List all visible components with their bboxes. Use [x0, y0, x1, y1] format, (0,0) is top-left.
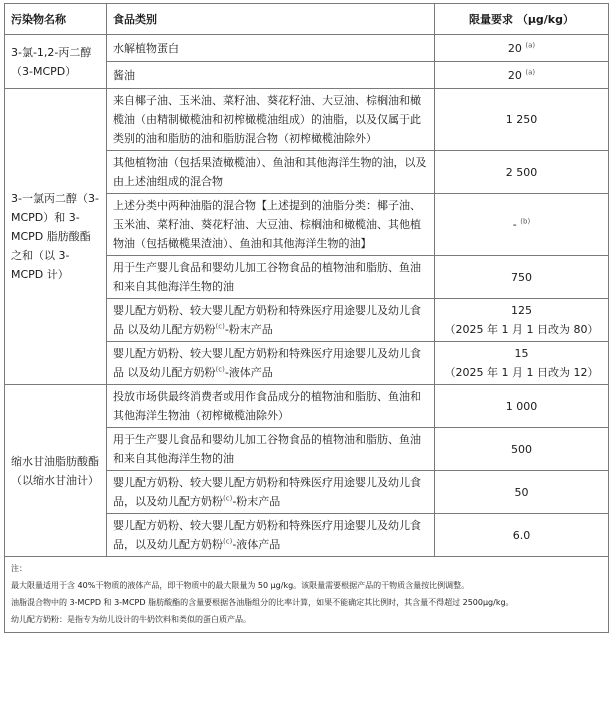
notes-row — [5, 557, 609, 633]
limit-value: 1 000 — [435, 385, 609, 428]
food-category: 婴儿配方奶粉、较大婴儿配方奶粉和特殊医疗用途婴儿及幼儿食品，以及幼儿配方奶粉$^{(c)}$-粉末产品 — [107, 471, 435, 514]
note-a: 最大限量适用于含 40%干物质的液体产品，即干物质中的最大限量为 50 μg/kg。该限量需要根据产品的干物质含量按比例调整。 — [11, 581, 470, 590]
contaminant-limits-table — [4, 3, 609, 633]
limit-value: 20 $^{(a)}$ — [435, 35, 609, 62]
food-category: 上述分类中两种油脂的混合物【上述提到的油脂分类：椰子油、玉米油、菜籽油、葵花籽油、大豆油、棕榈油和橄榄油、其他植物油（包括橄榄果渣油）、鱼油和其他海洋生物的油】 — [107, 194, 435, 256]
note-c: 幼儿配方奶粉：是指专为幼儿设计的牛奶饮料和类似的蛋白质产品。 — [11, 615, 251, 624]
limit-value: 125 （2025 年 1 月 1 日改为 80） — [435, 299, 609, 342]
notes-label: 注： — [11, 564, 27, 573]
table-row — [5, 89, 609, 151]
limit-value: 500 — [435, 428, 609, 471]
limit-value: 20 $^{(a)}$ — [435, 62, 609, 89]
limit-value: 1 250 — [435, 89, 609, 151]
header-pollutant: 污染物名称 — [5, 4, 107, 35]
limit-value: 750 — [435, 256, 609, 299]
food-category: 投放市场供最终消费者或用作食品成分的植物油和脂肪、鱼油和其他海洋生物油（初榨橄榄油除外） — [107, 385, 435, 428]
food-category: 用于生产婴儿食品和婴幼儿加工谷物食品的植物油和脂肪、鱼油和来自其他海洋生物的油 — [107, 428, 435, 471]
food-category: 其他植物油（包括果渣橄榄油）、鱼油和其他海洋生物的油，以及由上述油组成的混合物 — [107, 151, 435, 194]
footnote-mark: (c) — [223, 537, 233, 546]
footnote-mark: (c) — [223, 494, 233, 503]
limit-value: 15 （2025 年 1 月 1 日改为 12） — [435, 342, 609, 385]
footnote-mark: (a) — [525, 40, 536, 49]
food-category: 用于生产婴儿食品和婴幼儿加工谷物食品的植物油和脂肪、鱼油和来自其他海洋生物的油 — [107, 256, 435, 299]
header-food-category: 食品类别 — [107, 4, 435, 35]
food-category: 水解植物蛋白 — [107, 35, 435, 62]
limit-value: 2 500 — [435, 151, 609, 194]
header-limit: 限量要求 （μg/kg） — [435, 4, 609, 35]
limits-table-document — [4, 3, 608, 633]
footnote-mark: (a) — [525, 67, 536, 76]
table-row — [5, 385, 609, 428]
footnote-mark: (c) — [215, 365, 225, 374]
pollutant-3mcpd-esters: 3-一氯丙二醇（3-MCPD）和 3-MCPD 脂肪酸酯之和（以 3-MCPD 计） — [5, 89, 107, 385]
food-category: 来自椰子油、玉米油、菜籽油、葵花籽油、大豆油、棕榈油和橄榄油（由精制橄榄油和初榨橄榄油组成）的油脂，以及仅属于此类别的油和脂肪的油和脂肪混合物（初榨橄榄油除外） — [107, 89, 435, 151]
header-row — [5, 4, 609, 35]
food-category: 婴儿配方奶粉、较大婴儿配方奶粉和特殊医疗用途婴儿及幼儿食品，以及幼儿配方奶粉$^{(c)}$-液体产品 — [107, 514, 435, 557]
pollutant-3mcpd: 3-氯-1,2-丙二醇（3-MCPD） — [5, 35, 107, 89]
pollutant-glycidyl-esters: 缩水甘油脂肪酸酯（以缩水甘油计） — [5, 385, 107, 557]
food-category: 婴儿配方奶粉、较大婴儿配方奶粉和特殊医疗用途婴儿及幼儿食品 以及幼儿配方奶粉$^{(c)}$-粉末产品 — [107, 299, 435, 342]
note-b: 油脂混合物中的 3-MCPD 和 3-MCPD 脂肪酸酯的含量要根据各油脂组分的比率计算，如果不能确定其比例时，其含量不得超过 2500μg/kg。 — [11, 598, 514, 607]
table-row — [5, 35, 609, 62]
food-category: 婴儿配方奶粉、较大婴儿配方奶粉和特殊医疗用途婴儿及幼儿食品 以及幼儿配方奶粉$^{(c)}$-液体产品 — [107, 342, 435, 385]
limit-value: 50 — [435, 471, 609, 514]
footnote-mark: (c) — [215, 322, 225, 331]
notes-cell — [5, 557, 609, 633]
limit-value: 6.0 — [435, 514, 609, 557]
limit-value: - $^{(b)}$ — [435, 194, 609, 256]
food-category: 酱油 — [107, 62, 435, 89]
footnote-mark: (b) — [520, 217, 531, 226]
